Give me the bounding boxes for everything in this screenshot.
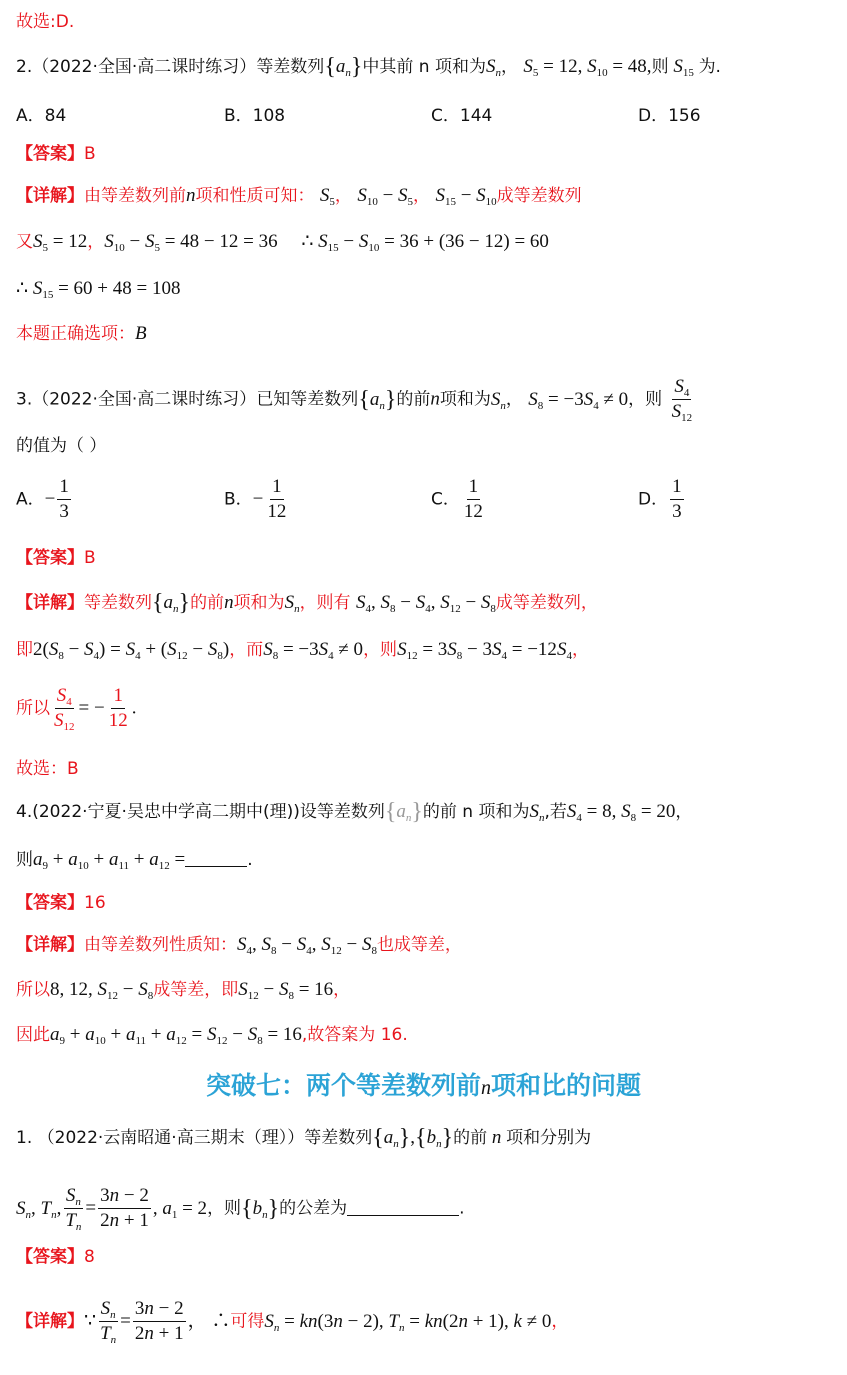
q2-detail-line3: ∴ $S_{15} = 60 + 48 = 108$ xyxy=(16,278,181,301)
option-a: A．84 xyxy=(16,106,67,126)
answer-blank xyxy=(347,1199,459,1216)
question-3-stem: 3.（2022·全国·高二课时练习）已知等差数列$\{a_n\}$的前n项和为$S_n$， $S_8 = -3S_4 \ne 0$，则 $\frac{S_4}{S_{12}}$ xyxy=(16,376,693,424)
section-heading: 突破七：两个等差数列前n项和比的问题 xyxy=(205,1071,642,1100)
stem-text: 则 xyxy=(651,57,669,77)
q2-conclusion: 本题正确选项：B xyxy=(16,323,147,344)
sequence-an: $\{a_n\}$ xyxy=(324,54,363,80)
question-4-stem-cont: 则$a_9 + a_{10} + a_{11} + a_{12}$ = . xyxy=(16,849,253,872)
option-a: A．− $\frac{1}{3}$ xyxy=(16,476,69,522)
option-c: C． $\frac{1}{12}$ xyxy=(431,476,483,522)
stem-text: 为. xyxy=(698,57,721,77)
ratio-fraction: $\frac{S_4}{S_{12}}$ xyxy=(671,376,693,424)
q4-answer: 【答案】16 xyxy=(16,893,106,913)
q3-detail-line3: 所以 $\frac{S_4}{S_{12}}$ = − $\frac{1}{12}$ . xyxy=(16,685,137,733)
q3-detail-line1: 【详解】等差数列$\{a_n\}$的前n项和为$S_n$，则有 $S_4$, $S_8 - S_4$, $S_{12} - S_8$成等差数列， xyxy=(16,590,598,616)
previous-conclusion: 故选:D. xyxy=(16,12,75,32)
condition-math: $S_5 = 12$, $S_{10} = 48$, xyxy=(523,56,652,79)
question-3-stem-cont: 的值为（ ） xyxy=(16,436,107,456)
q3-conclusion: 故选：B xyxy=(16,759,79,779)
question-number: 2. xyxy=(16,57,33,77)
answer-blank xyxy=(185,850,247,867)
option-d: D．156 xyxy=(638,106,701,126)
option-d: D． $\frac{1}{3}$ xyxy=(638,476,682,522)
q2-answer: 【答案】B xyxy=(16,144,96,164)
q3-detail-line2: 即$2(S_8 - S_4) = S_4 + (S_{12} - S_8)$，而$S_8 = -3S_4 \ne 0$，则$S_{12} = 3S_8 - 3S_4 = -12S_4$， xyxy=(16,639,589,662)
q4-detail-line2: 所以8, 12, $S_{12} - S_8$成等差，即$S_{12} - S_8 = 16$， xyxy=(16,979,351,1002)
s7-question-1-stem-cont: $S_n$, $T_n$, $\frac{S_n}{T_n}$ = $\frac{3n - 2}{2n + 1}$ , $a_1 = 2$，则$\{b_n\}$的公差为 . xyxy=(16,1185,465,1233)
stem-text: 等差数列 xyxy=(256,57,325,77)
target-math: $S_{15}$ xyxy=(673,56,694,79)
s7q1-answer: 【答案】8 xyxy=(16,1247,95,1267)
stem-text: 中其前 n 项和为 xyxy=(362,57,486,77)
q2-detail-line2: 又$S_5 = 12$，$S_{10} - S_5 = 48 - 12 = 36$ ∴ $S_{15} - S_{10} = 36 + (36 - 12) = 60$ xyxy=(16,231,549,254)
q4-detail-line3: 因此$a_9 + a_{10} + a_{11} + a_{12} = S_{12} - S_8 = 16$,故答案为 16. xyxy=(16,1024,408,1047)
question-source: （2022·全国·高二课时练习） xyxy=(32,57,257,77)
option-c: C．144 xyxy=(431,106,493,126)
option-b: B．108 xyxy=(224,106,286,126)
s7q1-detail-line1: 【详解】∵ $\frac{S_n}{T_n}$ = $\frac{3n - 2}{2n + 1}$ ， ∴可得$S_n = kn(3n - 2)$, $T_n = kn(2n + 1)$, k ≠ 0， xyxy=(16,1298,569,1346)
question-2-stem: 2.（2022·全国·高二课时练习）等差数列$\{a_n\}$中其前 n 项和为$S_n$， $S_5 = 12$, $S_{10} = 48$,则 $S_{15}$ 为. xyxy=(16,54,721,80)
sum-sn: $S_n$ xyxy=(485,56,501,79)
q2-detail-line1: 【详解】由等差数列前n项和性质可知： $S_5$， $S_{10} - S_5$， $S_{15} - S_{10}$成等差数列 xyxy=(16,185,582,208)
q3-answer: 【答案】B xyxy=(16,548,96,568)
q4-detail-line1: 【详解】由等差数列性质知：$S_4$, $S_8 - S_4$, $S_{12} - S_8$也成等差， xyxy=(16,934,462,957)
s7-question-1-stem: 1. （2022·云南昭通·高三期末（理））等差数列$\{a_n\},\{b_n\}$的前 n 项和分别为 xyxy=(16,1125,592,1151)
option-b: B．− $\frac{1}{12}$ xyxy=(224,476,287,522)
question-4-stem: 4.(2022·宁夏·吴忠中学高二期中(理))设等差数列$\{a_n\}$的前 n 项和为$S_n$,若$S_4 = 8$, $S_8 = 20$， xyxy=(16,799,693,825)
